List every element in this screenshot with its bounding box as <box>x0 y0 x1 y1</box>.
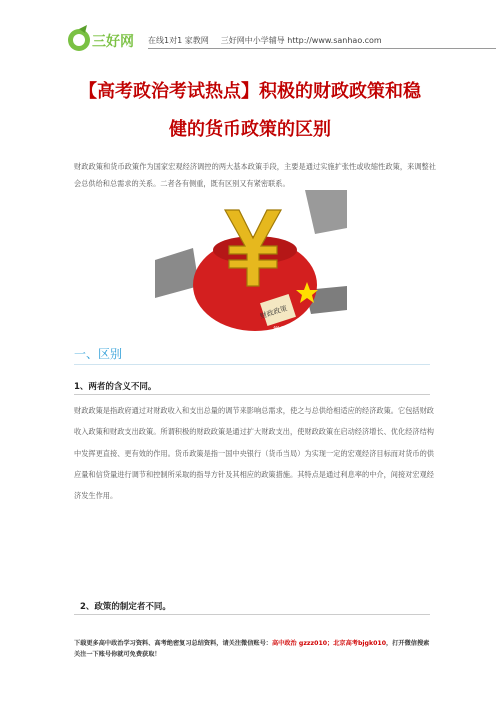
intro-paragraph: 财政政策和货币政策作为国家宏观经济调控的两大基本政策手段，主要是通过实施扩张性或收缩性政策，来调整社会总供给和总需求的关系。二者各有侧重，既有区别又有紧密联系。 <box>74 162 436 188</box>
footer-text-end: ，打开微信搜索关注一下账号你就可免费获取！ <box>74 640 430 658</box>
subheading-meaning: 1、两者的含义不同。 <box>74 382 157 392</box>
section-divider <box>74 364 430 365</box>
footer-text: 下载更多高中政治学习资料、高考绝密复习总结资料，请关注微信账号： <box>74 640 272 647</box>
sanhao-logo <box>66 23 146 57</box>
footer-wechat-account: 高中政治 gzzz010 <box>272 640 328 647</box>
header-divider <box>148 48 496 49</box>
page-header <box>66 33 438 63</box>
svg-text:三好网: 三好网 <box>92 34 134 50</box>
tagline-site: 三好网中小学辅导 http://www.sanhao.com <box>220 36 382 45</box>
svg-text:微信号: gzzz010: 微信号: gzzz010 <box>273 326 328 334</box>
header-tagline <box>148 35 394 46</box>
footer-note <box>74 638 434 660</box>
svg-text:财政政策: 财政政策 <box>259 304 289 321</box>
subheading-divider <box>74 394 430 395</box>
footer-separator: ； <box>327 640 334 647</box>
subheading-divider <box>74 614 430 615</box>
subheading-policymakers: 2、政策的制定者不同。 <box>80 602 171 612</box>
footer-wechat-account-2: 北京高考bjgk010 <box>333 640 387 647</box>
document-title-line2: 健的货币政策的区别 <box>169 119 331 140</box>
tagline-tutor: 在线1对1 家教网 <box>148 36 209 45</box>
body-paragraph-meaning: 财政政策是指政府通过对财政收入和支出总量的调节来影响总需求，使之与总供给相适应的经济政策。它包括财政收入政策和财政支出政策。所谓积极的财政政策是通过扩大财政支出，使财政政策在启动经济增长、优化经济结构中发挥更直接、更有效的作用。货币政策是指一国中央银行（货币当局）为实现一定的宏观经济目标而对货币的供应量和信贷量进行调节和控制所采取的指导方针及其相应的政策措施。其特点是通过利息率的中介，间接对宏观经济发生作用。 <box>74 406 434 501</box>
money-bag-illustration <box>155 190 347 338</box>
section-heading-differences: 一、区别 <box>74 347 123 361</box>
document-title-line1: 【高考政治考试热点】积极的财政政策和稳 <box>79 81 421 102</box>
